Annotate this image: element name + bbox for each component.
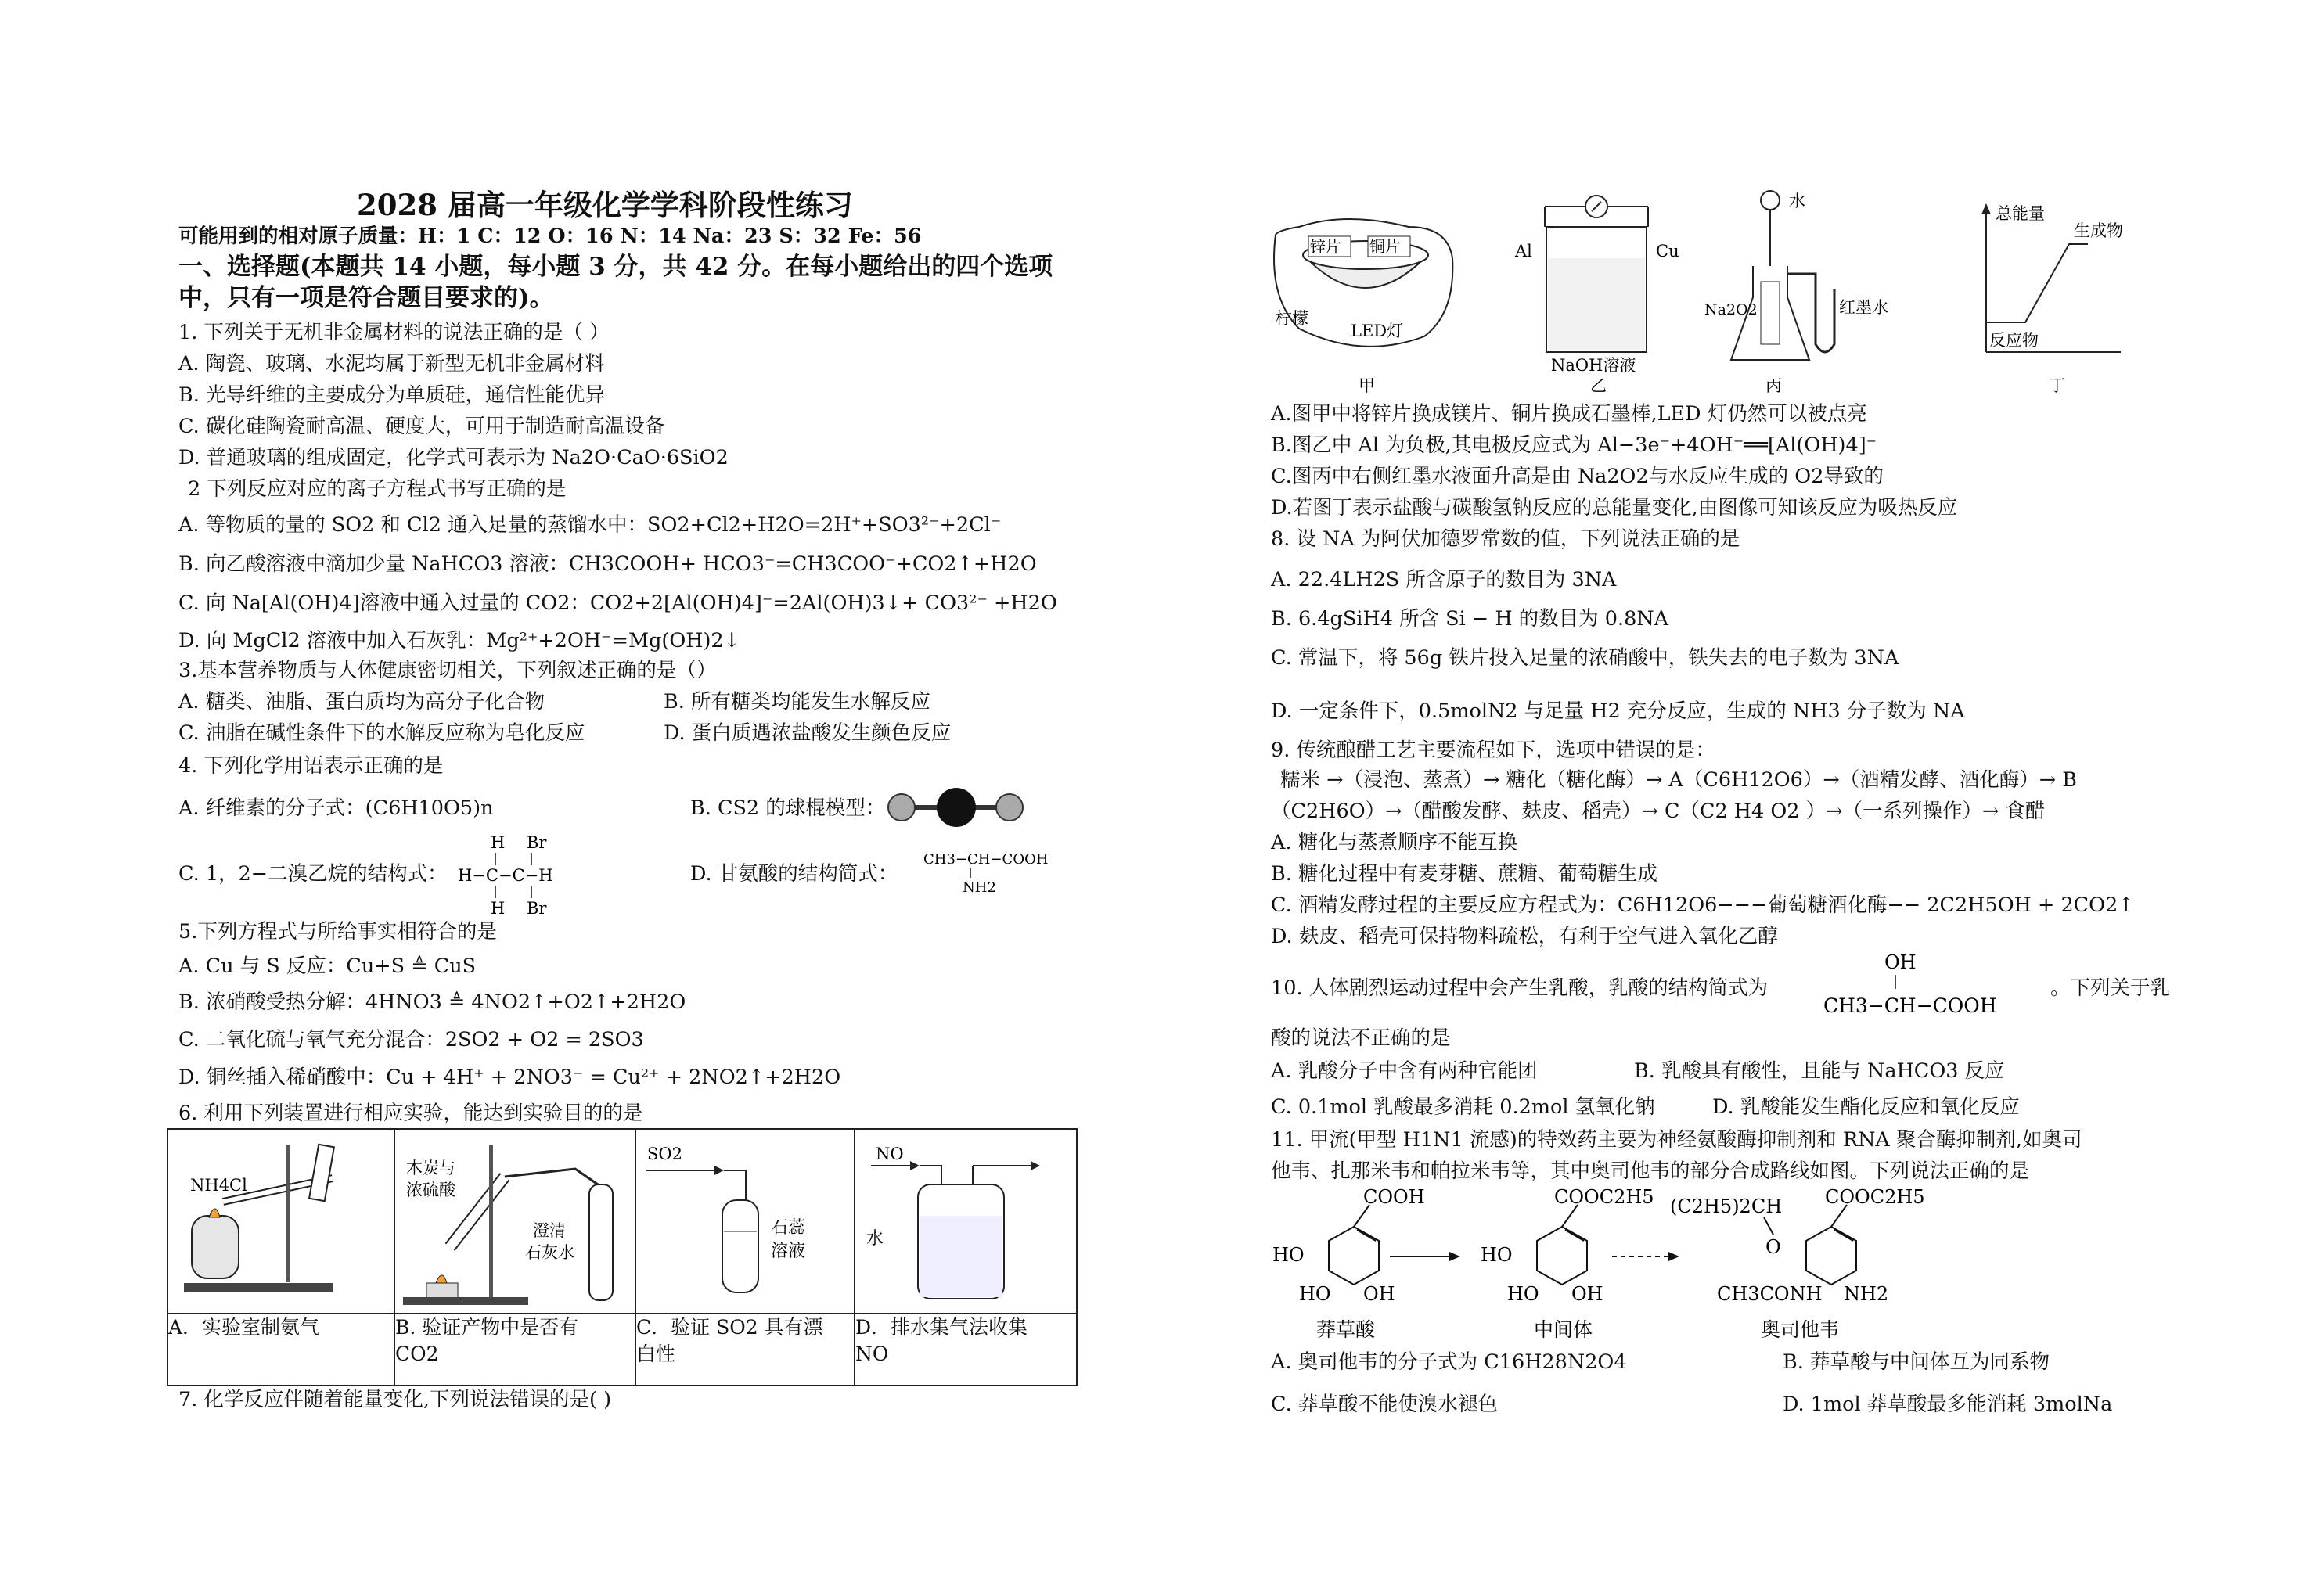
- figure-jia: [1274, 219, 1452, 395]
- caption-d: [855, 1314, 1077, 1386]
- oseltamivir-nh2: NH2: [1844, 1283, 1889, 1305]
- q5-option-d: D. 铜丝插入稀硝酸中：Cu + 4H⁺ + 2NO3⁻ = Cu²⁺ + 2NO2↑+2H2O: [178, 1066, 841, 1089]
- q1-option-b: B. 光导纤维的主要成分为单质硅，通信性能优异: [178, 383, 605, 407]
- caption-a-text: A．实验室制氨气: [168, 1316, 320, 1339]
- q7-figures: [1268, 180, 2160, 399]
- q7-option-b: B.图乙中 Al 为负极,其电极反应式为 Al−3e⁻+4OH⁻══[Al(OH)4]⁻: [1271, 433, 1877, 457]
- q4-option-a: A. 纤维素的分子式：(C6H10O5)n: [178, 796, 494, 820]
- q2-option-c: C. 向 Na[Al(OH)4]溶液中通入过量的 CO2：CO2+2[Al(OH)4]⁻=2Al(OH)3↓+ CO3²⁻ +H2O: [178, 591, 1057, 615]
- q9-flow-1: 糯米 →（浸泡、蒸煮）→ 糖化（糖化酶）→ A（C6H12O6）→（酒精发酵、酒化酶）→ B: [1280, 768, 2077, 792]
- q3-stem: 3.基本营养物质与人体健康密切相关，下列叙述正确的是（）: [178, 659, 717, 682]
- intermediate-oh: OH: [1571, 1283, 1603, 1305]
- q8-stem: 8. 设 NA 为阿伏加德罗常数的值，下列说法正确的是: [1271, 527, 1740, 551]
- q4-stem: 4. 下列化学用语表示正确的是: [178, 754, 444, 778]
- label-water: 水: [866, 1229, 884, 1249]
- label-product: 生成物: [2074, 221, 2123, 240]
- q7-option-a: A.图甲中将锌片换成镁片、铜片换成石墨棒,LED 灯仍然可以被点亮: [1271, 402, 1867, 426]
- atomic-mass-line: 可能用到的相对原子质量：H：1 C：12 O：16 N：14 Na：23 S：32 Fe：56: [178, 225, 922, 248]
- ammonia-setup-figure: [168, 1130, 394, 1310]
- struct-main-chain: H−C−C−H: [458, 866, 553, 885]
- shikimic-acid-structure: [1272, 1186, 1425, 1339]
- q10-option-c: C. 0.1mol 乳酸最多消耗 0.2mol 氢氧化钠: [1271, 1095, 1655, 1119]
- intermediate-cooet: COOC2H5: [1554, 1186, 1654, 1208]
- q3-option-c: C. 油脂在碱性条件下的水解反应称为皂化反应: [178, 721, 585, 745]
- q3-option-d: D. 蛋白质遇浓盐酸发生颜色反应: [664, 721, 952, 745]
- apparatus-b: [394, 1129, 635, 1314]
- label-acid: 浓硫酸: [406, 1181, 455, 1199]
- section-header-line-2: 中，只有一项是符合题目要求的)。: [178, 284, 554, 312]
- struct-h-top: H: [491, 833, 506, 852]
- q2-option-d: D. 向 MgCl2 溶液中加入石灰乳：Mg²⁺+2OH⁻=Mg(OH)2↓: [178, 629, 741, 652]
- so2-litmus-setup-figure: [636, 1130, 854, 1310]
- caption-b: [394, 1314, 635, 1386]
- oseltamivir-o: O: [1765, 1236, 1781, 1258]
- q8-option-b: B. 6.4gSiH4 所含 Si − H 的数目为 0.8NA: [1271, 607, 1669, 631]
- label-litmus-1: 石蕊: [771, 1218, 806, 1238]
- caption-b-line-2: CO2: [395, 1343, 439, 1365]
- q2-stem: 2 下列反应对应的离子方程式书写正确的是: [188, 477, 567, 501]
- q11-option-a: A. 奥司他韦的分子式为 C16H28N2O4: [1271, 1350, 1627, 1374]
- label-so2: SO2: [647, 1145, 682, 1163]
- charcoal-acid-setup-figure: [395, 1130, 635, 1310]
- label-reactant: 反应物: [1989, 331, 2039, 350]
- glycine-nh2: NH2: [963, 879, 996, 896]
- q6-stem: 6. 利用下列装置进行相应实验，能达到实验目的的是: [178, 1102, 643, 1125]
- label-water-bing: 水: [1789, 192, 1805, 210]
- apparatus-d: [855, 1129, 1077, 1314]
- oseltamivir-name: 奥司他韦: [1761, 1318, 1840, 1339]
- label-naoh: NaOH溶液: [1551, 356, 1636, 375]
- q5-option-c: C. 二氧化硫与氧气充分混合：2SO2 + O2 = 2SO3: [178, 1028, 644, 1051]
- q11-stem-line-2: 他韦、扎那米韦和帕拉米韦等，其中奥司他韦的部分合成路线如图。下列说法正确的是: [1271, 1159, 2030, 1183]
- no-collection-setup-figure: [855, 1130, 1076, 1310]
- intermediate-ho-1: HO: [1481, 1244, 1513, 1266]
- q10-option-a: A. 乳酸分子中含有两种官能团: [1271, 1059, 1538, 1083]
- q1-option-d: D. 普通玻璃的组成固定，化学式可表示为 Na2O·CaO·6SiO2: [178, 446, 729, 469]
- q7-option-d: D.若图丁表示盐酸与碳酸氢钠反应的总能量变化,由图像可知该反应为吸热反应: [1271, 496, 1958, 519]
- shikimic-ho-1: HO: [1272, 1244, 1305, 1266]
- caption-c-line-1: C．验证 SO2 具有漂: [636, 1316, 823, 1339]
- page-title: 2028 届高一年级化学学科阶段性练习: [357, 188, 853, 222]
- figure-yi: [1514, 196, 1679, 395]
- caption-d-line-1: D．排水集气法收集: [855, 1316, 1028, 1339]
- caption-b-line-1: B. 验证产物中是否有: [395, 1316, 579, 1339]
- q7-option-c: C.图丙中右侧红墨水液面升高是由 Na2O2与水反应生成的 O2导致的: [1271, 465, 1884, 488]
- struct-br-bottom: Br: [527, 899, 547, 918]
- q5-option-a: A. Cu 与 S 反应：Cu+S ≜ CuS: [178, 954, 477, 978]
- q9-option-d: D. 麸皮、稻壳可保持物料疏松，有利于空气进入氧化乙醇: [1271, 925, 1778, 948]
- label-yi: 乙: [1590, 376, 1607, 395]
- caption-d-line-2: NO: [855, 1343, 889, 1365]
- q1-option-a: A. 陶瓷、玻璃、水泥均属于新型无机非金属材料: [178, 352, 605, 376]
- struct-h-bottom: H: [491, 899, 506, 918]
- q10-stem-part-2: 。下列关于乳: [2050, 976, 2171, 1000]
- label-bing: 丙: [1765, 376, 1782, 395]
- section-header-line-1: 一、选择题(本题共 14 小题，每小题 3 分，共 42 分。在每小题给出的四个选项: [178, 253, 1053, 281]
- q8-option-a: A. 22.4LH2S 所含原子的数目为 3NA: [1271, 568, 1617, 591]
- q9-option-c: C. 酒精发酵过程的主要反应方程式为：C6H12O6−−−葡萄糖酒化酶−− 2C2H5OH + 2CO2↑: [1271, 893, 2135, 917]
- q9-option-a: A. 糖化与蒸煮顺序不能互换: [1271, 831, 1518, 854]
- struct-br-top: Br: [527, 833, 547, 852]
- oseltamivir-synthesis-route: [1268, 1183, 2003, 1339]
- intermediate-ho-2: HO: [1507, 1283, 1539, 1305]
- apparatus-c: [635, 1129, 855, 1314]
- label-no: NO: [876, 1145, 904, 1163]
- q5-option-b: B. 浓硝酸受热分解：4HNO3 ≜ 4NO2↑+O2↑+2H2O: [178, 990, 686, 1014]
- q2-option-b: B. 向乙酸溶液中滴加少量 NaHCO3 溶液：CH3COOH+ HCO3⁻=CH3COO⁻+CO2↑+H2O: [178, 552, 1037, 576]
- q10-stem-part-1: 10. 人体剧烈运动过程中会产生乳酸，乳酸的结构简式为: [1271, 976, 1769, 1000]
- label-charcoal: 木炭与: [406, 1159, 455, 1177]
- q4-option-b: B. CS2 的球棍模型：: [690, 796, 886, 820]
- label-limewater-1: 澄清: [533, 1221, 566, 1240]
- q8-option-c: C. 常温下，将 56g 铁片投入足量的浓硝酸中，铁失去的电子数为 3NA: [1271, 646, 1899, 670]
- intermediate-name: 中间体: [1534, 1318, 1593, 1339]
- figure-bing: [1704, 191, 1888, 395]
- label-ding: 丁: [2049, 376, 2065, 395]
- q1-stem: 1. 下列关于无机非金属材料的说法正确的是（ ）: [178, 321, 610, 344]
- label-jia: 甲: [1359, 376, 1375, 395]
- label-zinc: 锌片: [1310, 237, 1341, 256]
- q4-option-c: C. 1，2−二溴乙烷的结构式：: [178, 862, 448, 886]
- label-total-energy: 总能量: [1996, 204, 2045, 223]
- q11-option-b: B. 莽草酸与中间体互为同系物: [1783, 1350, 2050, 1374]
- q2-option-a: A. 等物质的量的 SO2 和 Cl2 通入足量的蒸馏水中：SO2+Cl2+H2O=2H⁺+SO3²⁻+2Cl⁻: [178, 513, 1002, 537]
- cs2-ball-stick-model: [883, 787, 1031, 828]
- q9-flow-2: （C2H6O）→（醋酸发酵、麸皮、稻壳）→ C（C2 H4 O2 ）→（一系列操作）→ 食醋: [1271, 800, 2046, 823]
- q10-stem-part-3: 酸的说法不正确的是: [1271, 1026, 1451, 1050]
- lactic-chain: CH3−CH−COOH: [1823, 994, 1997, 1017]
- intermediate-structure: [1481, 1186, 1654, 1339]
- glycine-chain: CH3−CH−COOH: [923, 851, 1049, 868]
- label-ink: 红墨水: [1839, 298, 1888, 317]
- dibromoethane-structure: [450, 831, 583, 918]
- q9-option-b: B. 糖化过程中有麦芽糖、蔗糖、葡萄糖生成: [1271, 862, 1657, 886]
- oseltamivir-structure: [1670, 1186, 1925, 1339]
- oseltamivir-cooet: COOC2H5: [1825, 1186, 1925, 1208]
- q10-option-d: D. 乳酸能发生酯化反应和氧化反应: [1712, 1095, 2020, 1119]
- oseltamivir-et2ch: (C2H5)2CH: [1670, 1195, 1783, 1217]
- q11-option-d: D. 1mol 莽草酸最多能消耗 3molNa: [1783, 1393, 2113, 1416]
- q11-stem-line-1: 11. 甲流(甲型 H1N1 流感)的特效药主要为神经氨酸酶抑制剂和 RNA 聚合酶抑制剂,如奥司: [1271, 1128, 2082, 1152]
- q9-stem: 9. 传统酿醋工艺主要流程如下，选项中错误的是：: [1271, 739, 1715, 762]
- lactic-acid-structure: [1823, 947, 2027, 1025]
- label-na2o2: Na2O2: [1704, 301, 1758, 318]
- shikimic-ho-2: HO: [1299, 1283, 1331, 1305]
- q5-stem: 5.下列方程式与所给事实相符合的是: [178, 920, 497, 944]
- apparatus-a: [167, 1129, 394, 1314]
- label-litmus-2: 溶液: [771, 1242, 806, 1261]
- oseltamivir-ch3conh: CH3CONH: [1717, 1283, 1823, 1305]
- q8-option-d: D. 一定条件下，0.5molN2 与足量 H2 充分反应，生成的 NH3 分子数为 NA: [1271, 699, 1965, 723]
- label-lemon: 柠檬: [1276, 309, 1308, 328]
- label-limewater-2: 石灰水: [525, 1243, 574, 1262]
- caption-c-line-2: 白性: [636, 1343, 676, 1365]
- q1-option-c: C. 碳化硅陶瓷耐高温、硬度大，可用于制造耐高温设备: [178, 415, 665, 438]
- label-nh4cl: NH4Cl: [190, 1176, 247, 1195]
- q7-stem: 7. 化学反应伴随着能量变化,下列说法错误的是( ): [178, 1388, 612, 1411]
- q10-option-b: B. 乳酸具有酸性，且能与 NaHCO3 反应: [1634, 1059, 2005, 1083]
- lactic-oh: OH: [1884, 951, 1917, 973]
- q11-option-c: C. 莽草酸不能使溴水褪色: [1271, 1393, 1498, 1416]
- shikimic-acid-name: 莽草酸: [1316, 1318, 1376, 1339]
- caption-c: [635, 1314, 855, 1386]
- q6-apparatus-table: [167, 1128, 1078, 1386]
- q4-option-d: D. 甘氨酸的结构简式：: [690, 862, 898, 886]
- label-cu: Cu: [1656, 242, 1679, 261]
- caption-a: [167, 1314, 394, 1386]
- figure-ding: [1981, 203, 2123, 395]
- shikimic-cooh: COOH: [1363, 1186, 1425, 1208]
- label-al: Al: [1515, 242, 1532, 261]
- label-copper: 铜片: [1369, 237, 1401, 256]
- shikimic-oh: OH: [1363, 1283, 1395, 1305]
- label-led: LED灯: [1351, 322, 1404, 340]
- glycine-structure: [922, 847, 1063, 898]
- q3-option-b: B. 所有糖类均能发生水解反应: [664, 690, 930, 714]
- q3-option-a: A. 糖类、油脂、蛋白质均为高分子化合物: [178, 690, 545, 714]
